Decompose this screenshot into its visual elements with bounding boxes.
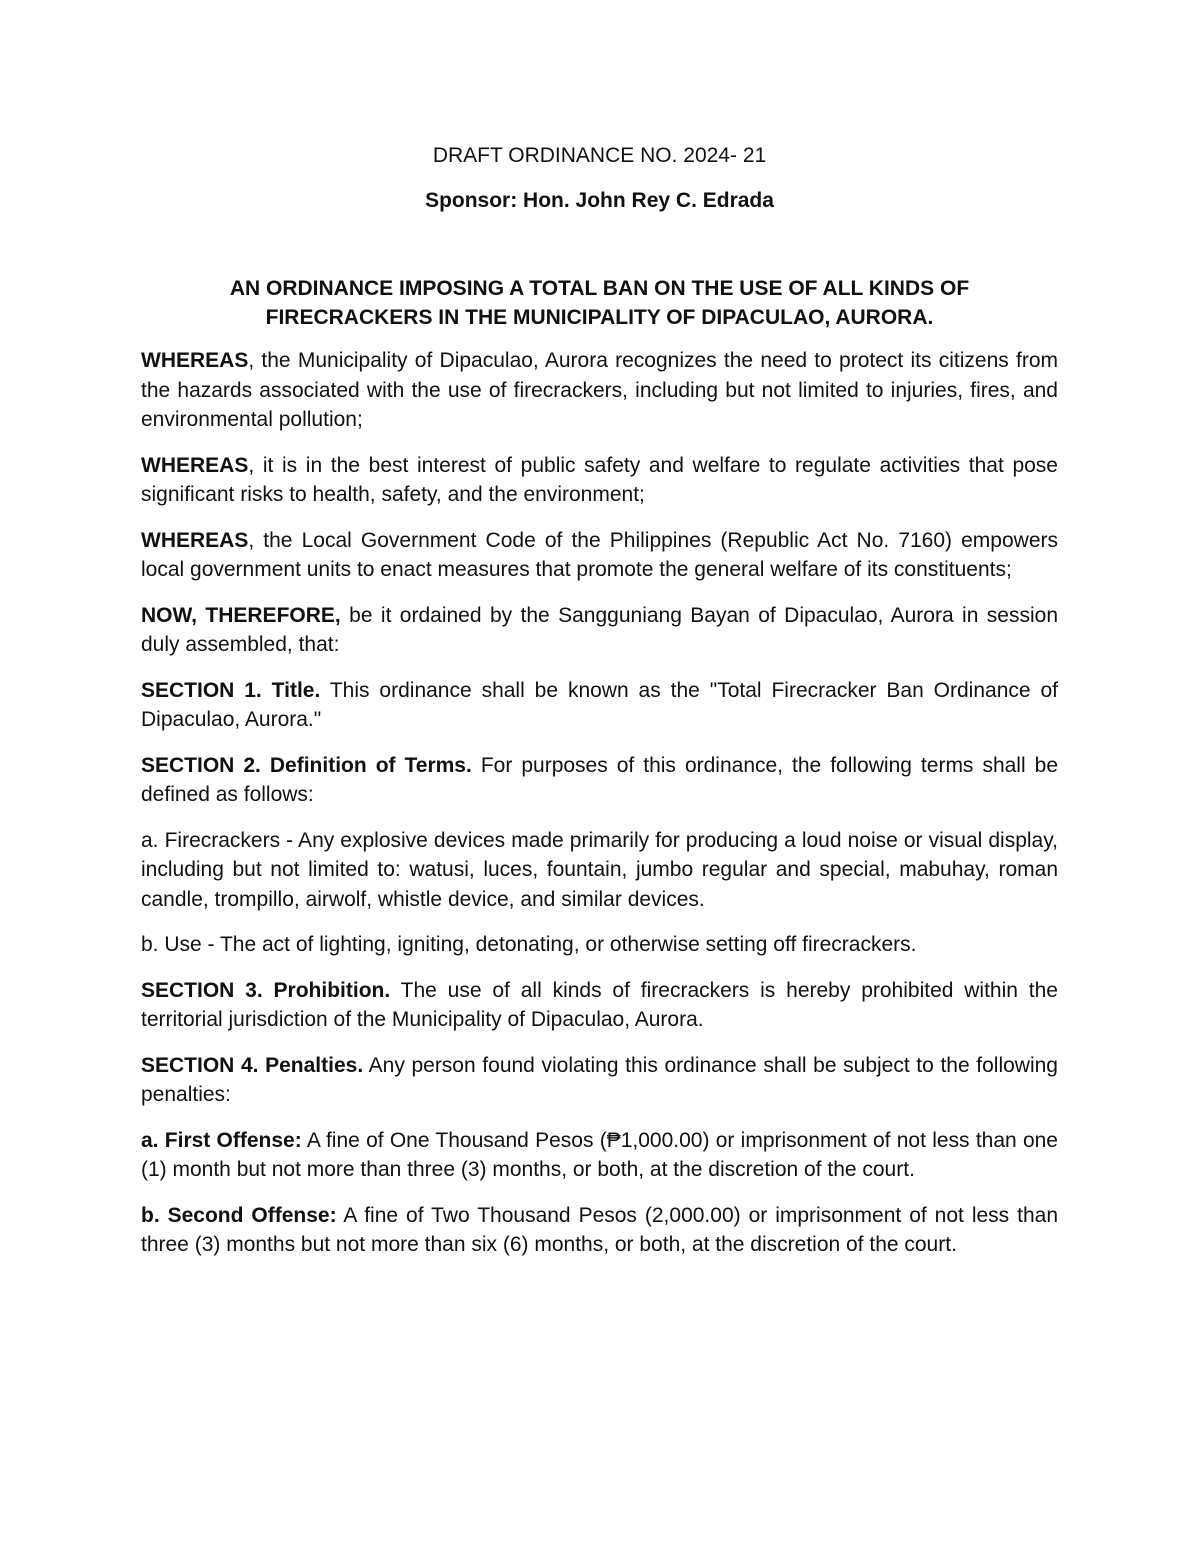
section-1-title [141,676,1058,735]
section-4-penalties [141,1051,1058,1110]
section-heading: SECTION 3. Prohibition. [141,978,391,1002]
section-heading: SECTION 4. Penalties. [141,1053,364,1077]
clause-lead: NOW, THEREFORE, [141,603,341,627]
section-heading: SECTION 1. Title. [141,678,321,702]
clause-lead: WHEREAS [141,453,249,477]
definition-text: a. Firecrackers - Any explosive devices made primarily for producing a loud noise or visual display, including but not limited to: watusi, luces, fountain, jumbo regular and special, mabuhay, roman candle, trompillo, airwolf, whistle device, and similar devices. [141,828,1058,911]
sponsor-line: Sponsor: Hon. John Rey C. Edrada [425,189,774,212]
definition-firecrackers [141,826,1058,915]
section-text: Any person found violating this ordinance shall be subject to the following penalties: [141,1053,1058,1106]
definition-use [141,930,1058,960]
clause-lead: WHEREAS [141,528,249,552]
section-heading: SECTION 2. Definition of Terms. [141,753,472,777]
section-text: For purposes of this ordinance, the following terms shall be defined as follows: [141,753,1058,806]
ordinance-title [141,274,1058,332]
section-2-definitions [141,751,1058,810]
clause-text: , the Municipality of Dipaculao, Aurora recognizes the need to protect its citizens from the hazards associated with the use of firecrackers, including but not limited to injuries, fires, and environmental pollution; [141,349,1058,431]
clause-text: , the Local Government Code of the Philippines (Republic Act No. 7160) empowers local government units to enact measures that promote the general welfare of its constituents; [141,528,1058,581]
penalty-text: A fine of One Thousand Pesos (₱1,000.00) or imprisonment of not less than one (1) month but not more than three (3) months, or both, at the discretion of the court. [141,1128,1058,1181]
penalty-first-offense [141,1126,1058,1185]
whereas-clause-3 [141,526,1058,585]
enacting-clause [141,601,1058,660]
clause-text: be it ordained by the Sangguniang Bayan of Dipaculao, Aurora in session duly assembled, that: [141,603,1058,656]
definition-text: b. Use - The act of lighting, igniting, detonating, or otherwise setting off firecrackers. [141,933,917,956]
penalty-second-offense [141,1201,1058,1260]
clause-lead: WHEREAS [141,349,249,372]
clause-text: , it is in the best interest of public safety and welfare to regulate activities that pose significant risks to health, safety, and the environment; [141,453,1058,506]
title-line-1: AN ORDINANCE IMPOSING A TOTAL BAN ON THE USE OF ALL KINDS OF [229,277,970,300]
penalty-heading: b. Second Offense: [141,1203,337,1227]
penalty-heading: a. First Offense: [141,1128,302,1152]
penalty-text: A fine of Two Thousand Pesos (2,000.00) or imprisonment of not less than three (3) months but not more than six (6) months, or both, at the discretion of the court. [141,1203,1058,1256]
section-text: The use of all kinds of firecrackers is hereby prohibited within the territorial jurisdiction of the Municipality of Dipaculao, Aurora. [141,978,1058,1031]
title-line-2: FIRECRACKERS IN THE MUNICIPALITY OF DIPACULAO, AURORA. [265,306,934,329]
section-3-prohibition [141,976,1058,1035]
ordinance-number: DRAFT ORDINANCE NO. 2024- 21 [432,144,767,167]
whereas-clause-1 [141,346,1058,435]
section-text: This ordinance shall be known as the "Total Firecracker Ban Ordinance of Dipaculao, Aurora." [141,678,1058,731]
whereas-clause-2 [141,451,1058,510]
document-page [141,141,1058,1260]
